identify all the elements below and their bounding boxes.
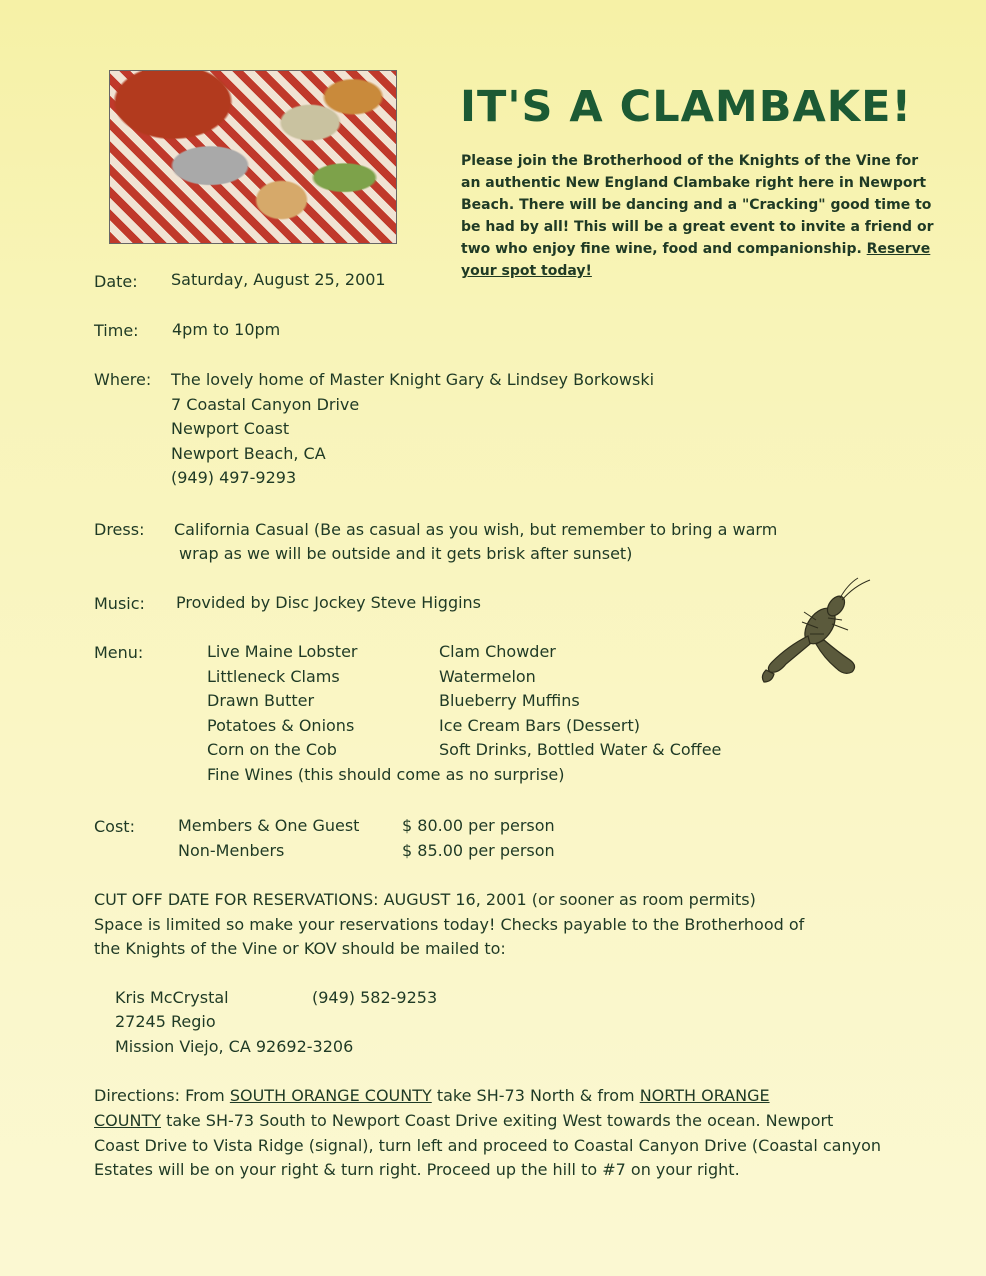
reservations-line: the Knights of the Vine or KOV should be mailed to: [94, 939, 506, 958]
north-orange-county: NORTH ORANGE [639, 1086, 770, 1105]
where-block [171, 368, 654, 491]
directions-text: From [185, 1086, 230, 1105]
where-line: Newport Beach, CA [171, 443, 326, 463]
where-label: Where: [94, 370, 152, 389]
date-value: Saturday, August 25, 2001 [171, 270, 386, 289]
directions-line-2 [94, 1111, 833, 1130]
menu-footer: Fine Wines (this should come as no surprise) [207, 764, 565, 784]
cost-price-column [402, 814, 555, 863]
cost-row-price: $ 85.00 per person [402, 840, 555, 860]
reservations-cutoff: CUT OFF DATE FOR RESERVATIONS: AUGUST 16, 2001 (or sooner as room permits) [94, 890, 756, 909]
time-label: Time: [94, 321, 139, 340]
menu-item: Ice Cream Bars (Dessert) [439, 715, 640, 735]
directions-line-4: Estates will be on your right & turn right. Proceed up the hill to #7 on your right. [94, 1160, 740, 1179]
menu-item: Live Maine Lobster [207, 642, 358, 661]
south-orange-county: SOUTH ORANGE COUNTY [229, 1086, 432, 1105]
contact-phone: (949) 582-9253 [312, 988, 438, 1007]
north-orange-county-cont: COUNTY [94, 1111, 161, 1130]
directions-label: Directions: [94, 1086, 181, 1105]
menu-right-column [439, 640, 721, 763]
intro-text: Please join the Brotherhood of the Knights of the Vine for an authentic New England Clambake right here in Newport Beach. There will be dancing and a "Cracking" good time to be had by all! This will be a great event to invite a friend or two who enjoy fine wine, food and companionship. [461, 153, 934, 257]
contact-city: Mission Viejo, CA 92692-3206 [115, 1037, 354, 1056]
cost-row-price: $ 80.00 per person [402, 816, 555, 835]
lobster-icon [758, 576, 874, 686]
cost-row-who: Members & One Guest [178, 816, 360, 835]
cost-who-column [178, 814, 359, 863]
where-line: 7 Coastal Canyon Drive [171, 394, 360, 414]
clambake-photo [109, 70, 397, 244]
reservations-block [94, 888, 804, 962]
music-value: Provided by Disc Jockey Steve Higgins [176, 593, 482, 612]
menu-item: Drawn Butter [207, 691, 315, 710]
menu-item: Watermelon [439, 666, 536, 686]
contact-street: 27245 Regio [115, 1012, 216, 1031]
dress-line-1: California Casual (Be as casual as you wish, but remember to bring a warm [174, 520, 778, 539]
music-label: Music: [94, 594, 145, 613]
dress-label: Dress: [94, 520, 145, 539]
where-line: (949) 497-9293 [171, 468, 297, 487]
reservations-line: Space is limited so make your reservations today! Checks payable to the Brotherhood of [94, 914, 805, 934]
cost-row-who: Non-Menbers [178, 840, 285, 860]
intro-paragraph [461, 150, 941, 282]
cost-label: Cost: [94, 817, 135, 836]
menu-item: Potatoes & Onions [207, 715, 355, 735]
menu-item: Soft Drinks, Bottled Water & Coffee [439, 740, 722, 759]
directions-text: take SH-73 North & from [431, 1086, 640, 1105]
where-line: The lovely home of Master Knight Gary & Lindsey Borkowski [171, 370, 655, 389]
dress-line-2: wrap as we will be outside and it gets brisk after sunset) [179, 544, 633, 563]
menu-item: Clam Chowder [439, 642, 556, 661]
date-label: Date: [94, 272, 138, 291]
directions-text: take SH-73 South to Newport Coast Drive exiting West towards the ocean. Newport [161, 1111, 834, 1130]
directions-line-1 [94, 1086, 770, 1105]
time-value: 4pm to 10pm [172, 320, 281, 339]
menu-label: Menu: [94, 643, 144, 662]
contact-name: Kris McCrystal [115, 988, 229, 1007]
menu-item: Littleneck Clams [207, 666, 340, 686]
directions-line-3: Coast Drive to Vista Ridge (signal), turn left and proceed to Coastal Canyon Drive (Coastal canyon [94, 1136, 881, 1155]
menu-item: Corn on the Cob [207, 740, 337, 759]
page-title: IT'S A CLAMBAKE! [460, 82, 913, 132]
reserve-link: Reserve your spot today! [461, 241, 931, 279]
menu-item: Blueberry Muffins [439, 691, 580, 710]
where-line: Newport Coast [171, 419, 290, 438]
